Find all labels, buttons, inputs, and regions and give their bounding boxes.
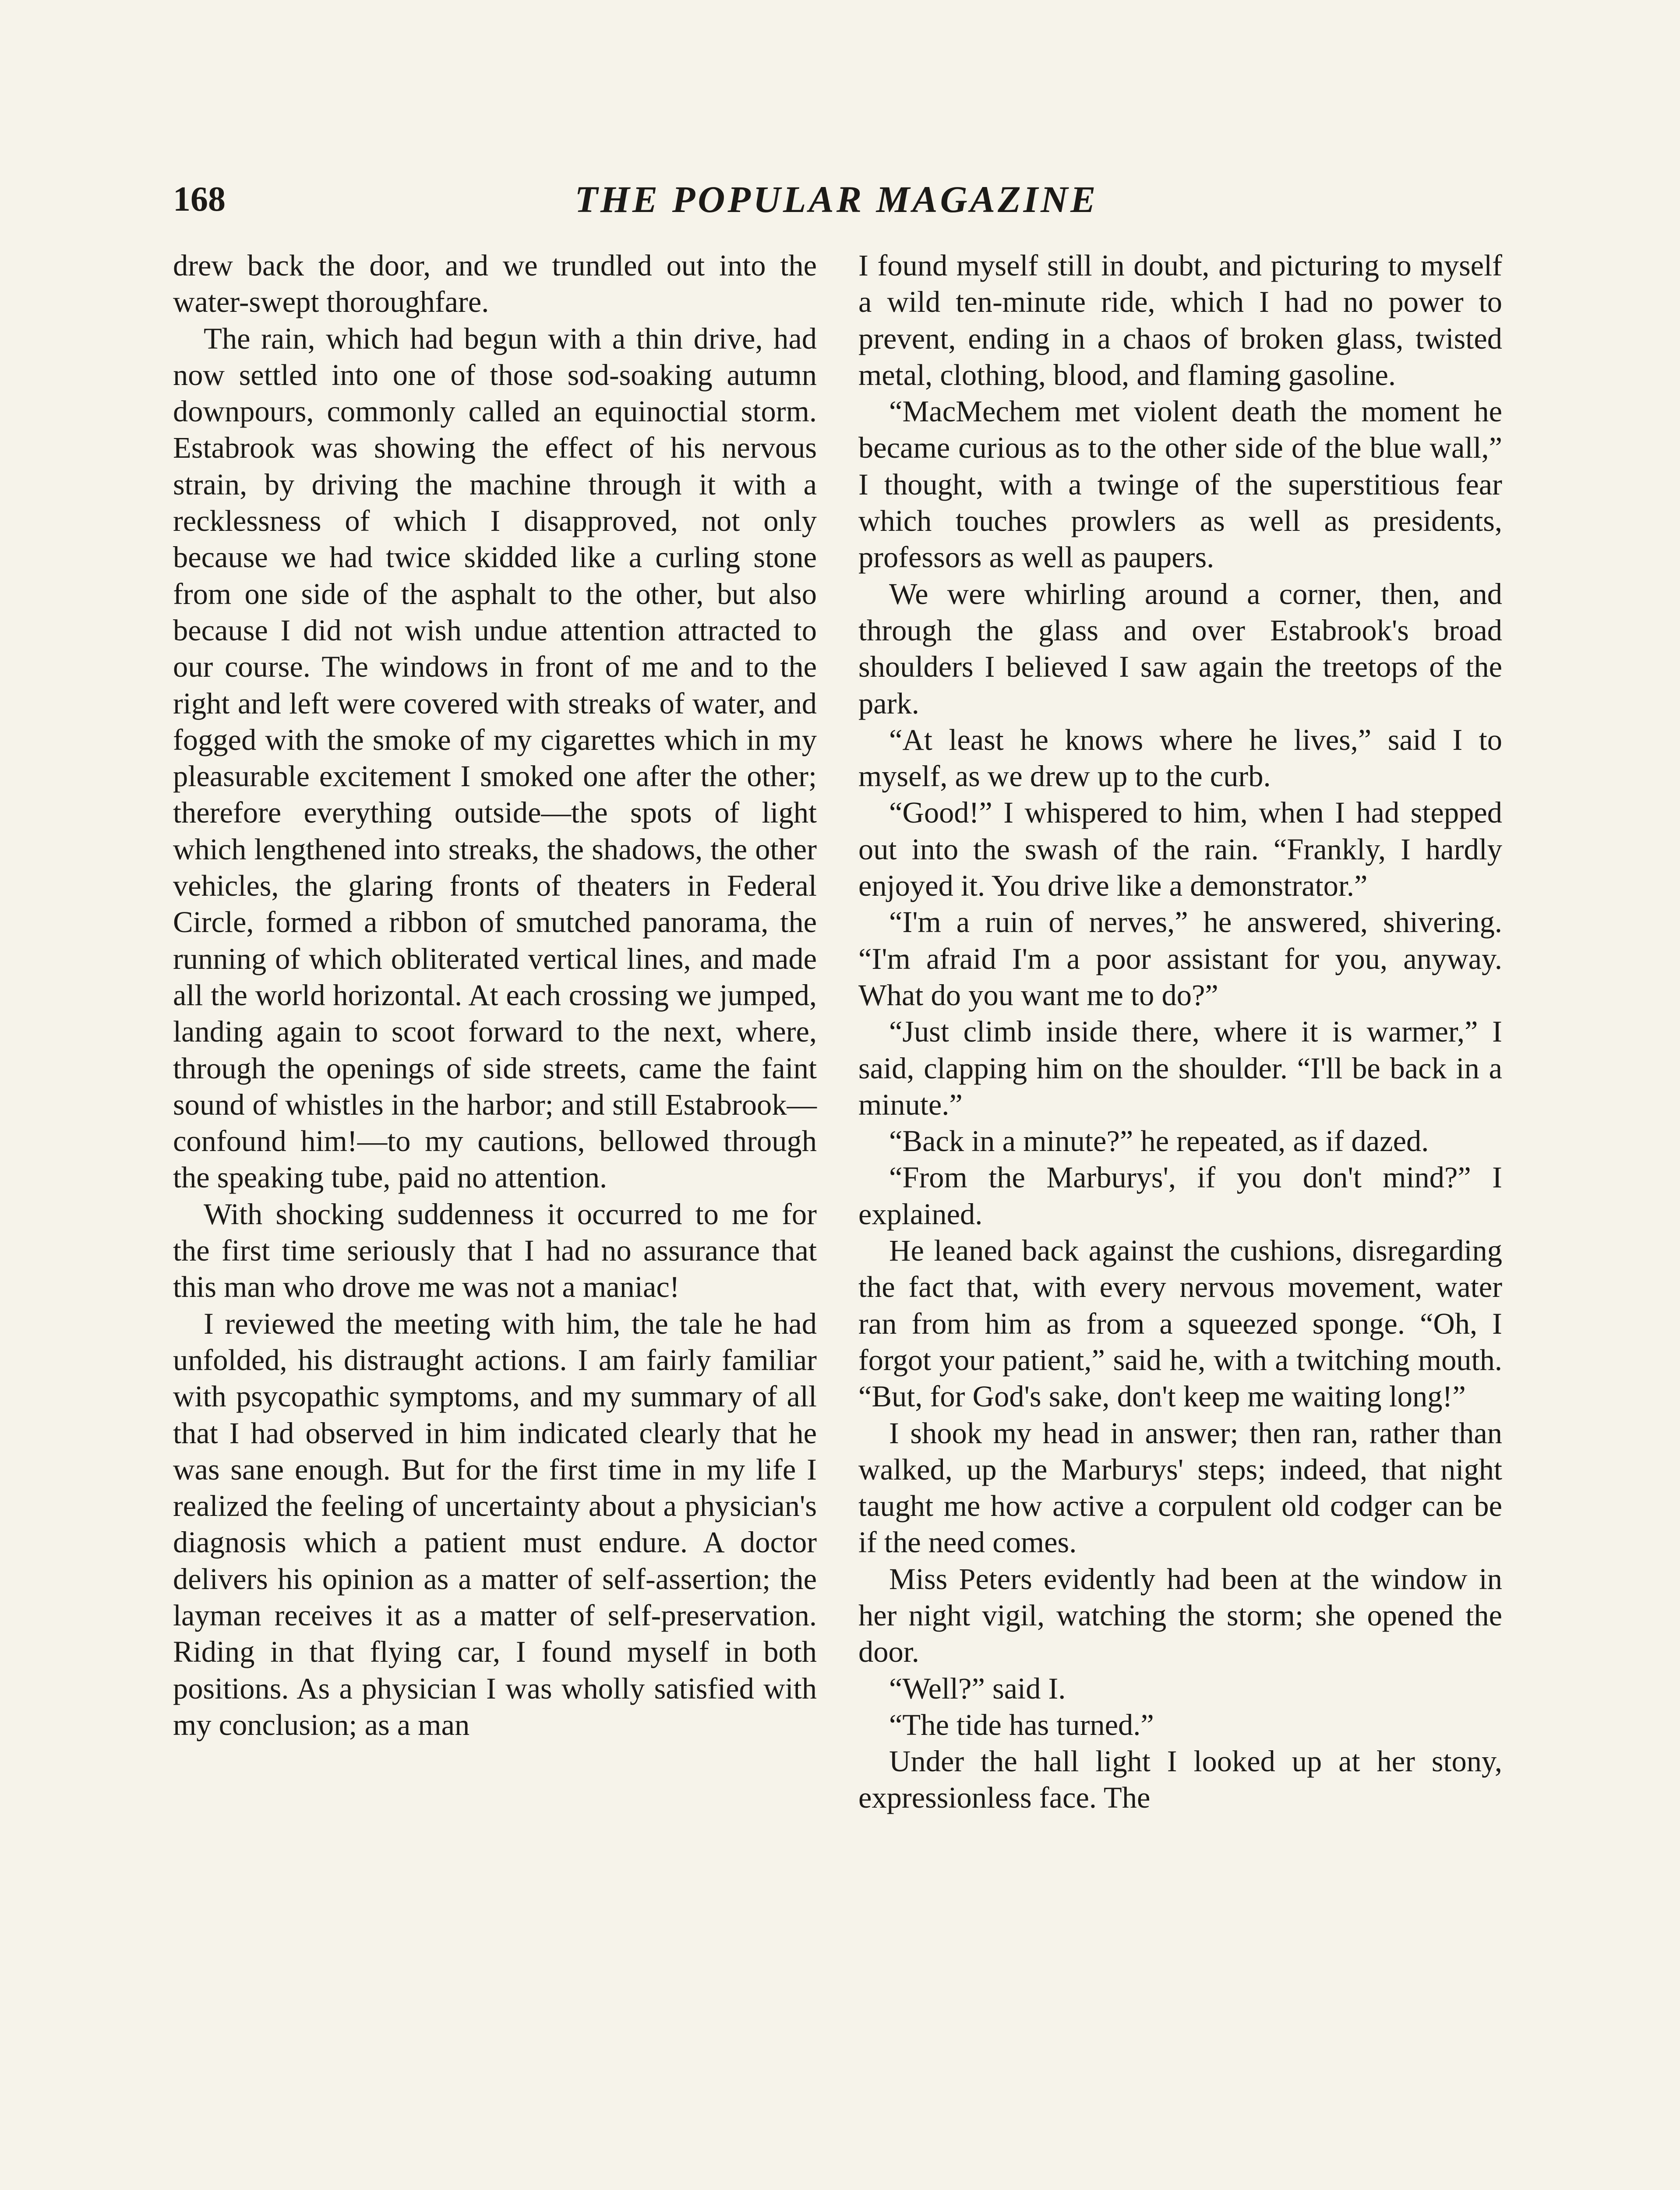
paragraph: Under the hall light I looked up at her stony, expressionless face. The	[858, 1745, 1502, 1815]
paragraph: “I'm a ruin of nerves,” he answered, shivering. “I'm afraid I'm a poor assistant for you, anyway. What do you want me to do?”	[858, 905, 1502, 1012]
paragraph: We were whirling around a corner, then, and through the glass and over Estabrook's broad shoulders I believed I saw again the treetops of the park.	[858, 577, 1502, 720]
paragraph: “At least he knows where he lives,” said I to myself, as we drew up to the curb.	[858, 723, 1502, 793]
right-text-column	[858, 247, 1502, 1816]
paragraph: Miss Peters evidently had been at the window in her night vigil, watching the storm; she opened the door.	[858, 1562, 1502, 1669]
running-title: THE POPULAR MAGAZINE	[575, 178, 1098, 220]
paragraph: “Good!” I whispered to him, when I had stepped out into the swash of the rain. “Frankly, I hardly enjoyed it. You drive like a demonstrator.”	[858, 796, 1502, 903]
left-text-column	[173, 247, 817, 1743]
paragraph: “Well?” said I.	[889, 1671, 1066, 1705]
paragraph: I reviewed the meeting with him, the tale he had unfolded, his distraught actions. I am fairly familiar with psycopathic symptoms, and my summary of all that I had observed in him indicated clearly that he was sane enough. But for the first time in my life I realized the feeling of uncertainty about a physician's diagnosis which a patient must endure. A doctor delivers his opinion as a matter of self-assertion; the layman receives it as a matter of self-preservation. Riding in that flying car, I found myself in both positions. As a physician I was wholly satisfied with my conclusion; as a man	[173, 1307, 817, 1741]
paragraph: “Back in a minute?” he repeated, as if dazed.	[889, 1124, 1429, 1158]
paragraph: “MacMechem met violent death the moment he became curious as to the other side of the blue wall,” I thought, with a twinge of the superstitious fear which touches prowlers as well as presidents, professors as well as paupers.	[858, 395, 1502, 574]
paragraph: “Just climb inside there, where it is warmer,” I said, clapping him on the shoulder. “I'll be back in a minute.”	[858, 1015, 1502, 1121]
paragraph: “The tide has turned.”	[889, 1708, 1154, 1741]
paragraph: He leaned back against the cushions, disregarding the fact that, with every nervous movement, water ran from him as from a squeezed sponge. “Oh, I forgot your patient,” said he, with a twitching mouth. “But, for God's sake, don't keep me waiting long!”	[858, 1234, 1502, 1413]
paragraph: With shocking suddenness it occurred to me for the first time seriously that I had no assurance that this man who drove me was not a maniac!	[173, 1197, 817, 1304]
paragraph: I found myself still in doubt, and picturing to myself a wild ten-minute ride, which I had no power to prevent, ending in a chaos of broken glass, twisted metal, clothing, blood, and flaming gasoline.	[858, 249, 1502, 392]
page-header	[173, 169, 1500, 230]
page-number: 168	[173, 180, 226, 219]
paragraph: The rain, which had begun with a thin drive, had now settled into one of those sod-soaking autumn downpours, commonly called an equinoctial storm. Estabrook was showing the effect of his nervous strain, by driving the machine through it with a recklessness of which I disapproved, not only because we had twice skidded like a curling stone from one side of the asphalt to the other, but also because I did not wish undue attention attracted to our course. The windows in front of me and to the right and left were covered with streaks of water, and fogged with the smoke of my cigarettes which in my pleasurable excitement I smoked one after the other; therefore everything outside—the spots of light which lengthened into streaks, the shadows, the other vehicles, the glaring fronts of theaters in Federal Circle, formed a ribbon of smutched panorama, the running of which obliterated vertical lines, and made all the world horizontal. At each crossing we jumped, landing again to scoot forward to the next, where, through the openings of side streets, came the faint sound of whistles in the harbor; and still Estabrook—confound him!—to my cautions, bellowed through the speaking tube, paid no attention.	[173, 321, 817, 1194]
paragraph: “From the Marburys', if you don't mind?” I explained.	[858, 1161, 1502, 1231]
paragraph: drew back the door, and we trundled out into the water-swept thoroughfare.	[173, 249, 817, 319]
paragraph: I shook my head in answer; then ran, rather than walked, up the Marburys' steps; indeed, that night taught me how active a corpulent old codger can be if the need comes.	[858, 1416, 1502, 1559]
